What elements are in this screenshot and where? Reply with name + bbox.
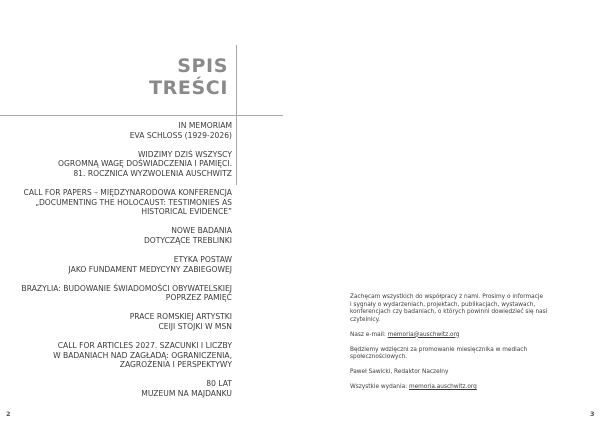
thanks-paragraph [350,347,590,362]
toc-entry-line: NOWE BADANIA [171,226,232,236]
toc-entry-line: DOTYCZĄCE TREBLINKI [143,235,232,245]
title-line-1: SPIS [177,55,228,77]
toc-entry-line: 80 LAT [206,379,232,389]
toc-entry-line: CALL FOR PAPERS – MIĘDZYNARODOWA KONFERENCJA [23,187,232,197]
toc-entry[interactable] [0,379,232,398]
toc-entry[interactable] [0,341,232,370]
toc-entry-line: CALL FOR ARTICLES 2027. SZACUNKI I LICZBY [57,341,232,350]
toc-entry-line: HISTORICAL EVIDENCE” [141,207,232,217]
thanks-line: Będziemy wdzięczni za promowanie miesięcznika w mediach [350,346,528,353]
toc-entry-line: ZAGROŻENIA I PERSPEKTYWY [119,360,232,370]
editions-label: Wszystkie wydania: [350,384,409,390]
page-number-left: 2 [6,410,11,418]
editions-paragraph [350,384,590,392]
toc-entry-line: PRACE ROMSKIEJ ARTYSTKI [129,312,232,322]
toc-entry-line: MUZEUM NA MAJDANKU [141,388,232,398]
email-link[interactable]: memoria@auschwitz.org [387,331,460,338]
toc-entry[interactable] [0,255,232,274]
editor-note [350,294,590,399]
toc-entry[interactable] [0,226,232,245]
toc-entry-line: CEIJI STOJKI W MSN [158,321,232,331]
toc-entry-line: EVA SCHLOSS (1929-2026) [129,130,232,140]
toc-entry[interactable] [0,284,232,303]
thanks-line: społecznościowych. [350,354,408,360]
toc-entry-line: IN MEMORIAM [178,121,232,130]
toc-entry-line: POPRZEZ PAMIĘĆ [165,293,232,303]
toc-entry[interactable] [0,188,232,217]
intro-line: czytelnicy. [350,316,381,323]
toc-entry[interactable] [0,150,232,179]
intro-paragraph [350,294,590,324]
signature: Paweł Sawicki, Redaktor Naczelny [350,369,449,375]
toc-entry[interactable] [0,312,232,331]
horizontal-divider [0,115,283,116]
intro-line: Zachęcam wszystkich do współpracy z nami. Prosimy o informacje [350,294,544,300]
email-paragraph [350,332,590,340]
page-number-right: 3 [590,410,595,418]
toc-entry-line: 81. ROCZNICA WYZWOLENIA AUSCHWITZ [73,168,232,178]
toc-entry[interactable] [0,121,232,140]
toc-entry-line: W BADANIACH NAD ZAGŁADĄ: OGRANICZENIA, [53,350,232,360]
toc-entry-line: JAKO FUNDAMENT MEDYCYNY ZABIEGOWEJ [68,264,232,274]
intro-line: konferencjach czy badaniach, o których powinni dowiedzieć się nasi [350,309,548,315]
title-line-2: TREŚCI [149,77,228,99]
toc-entry-line: „DOCUMENTING THE HOLOCAUST: TESTIMONIES AS [35,197,232,207]
toc-entry-line: OGROMNĄ WAGĘ DOŚWIADCZENIA I PAMIĘCI. [58,159,232,169]
page-title [149,55,228,99]
editions-link[interactable]: memoria.auschwitz.org [408,384,477,390]
table-of-contents [0,121,232,408]
email-label: Nasz e-mail: [350,331,388,338]
toc-entry-line: ETYKA POSTAW [173,254,232,264]
toc-entry-line: WIDZIMY DZIŚ WSZYSCY [138,149,232,159]
intro-line: i sygnały o wydarzeniach, projektach, publikacjach, wystawach, [350,301,536,308]
toc-entry-line: BRAZYLIA: BUDOWANIE ŚWIADOMOŚCI OBYWATELSKIEJ [21,283,232,293]
